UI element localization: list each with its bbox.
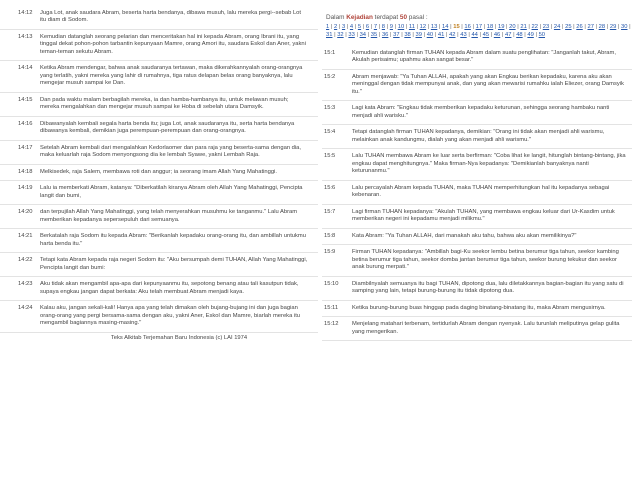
chapter-separator: | [343, 32, 349, 39]
verse-row [0, 169, 318, 182]
verse-number: 14:23 [18, 281, 33, 288]
verse-row [0, 65, 318, 92]
chapter-separator: | [353, 24, 358, 30]
verse-number: 14:16 [18, 120, 33, 127]
verse-row [322, 305, 632, 318]
verse-text: Lalu TUHAN membawa Abram ke luar serta berfirman: "Coba lihat ke langit, hitunglah bintang-bintang, jika engkau dapat menghitungnya." Maka firman-Nya kepadanya: "Demikianlah banyaknya nanti keturunanmu." [352, 153, 626, 175]
chapter-link-23[interactable]: 23 [542, 24, 550, 30]
chapter-separator: | [560, 24, 566, 30]
chapter-separator: | [426, 24, 431, 30]
chapter-link-27[interactable]: 27 [587, 24, 594, 30]
chapter-link-3[interactable]: 3 [341, 24, 346, 30]
verse-row [322, 233, 632, 246]
header-middle: terdapat [372, 14, 400, 21]
verse-text: Kalau aku, jangan sekali-kali! Hanya apa yang telah dimakan oleh bujang-bujang ini dan juga bagian orang-orang yang pergi bersama-sama dengan aku, yakni Aner, Eskol dan Mamre, biarlah mereka itu mengambil bagiannya masing-masing." [40, 305, 301, 327]
chapter-separator: | [526, 24, 532, 30]
chapter-link-7[interactable]: 7 [373, 24, 378, 30]
verse-row [0, 233, 318, 253]
chapter-link-current: 15 [453, 24, 460, 30]
verse-number: 14:21 [18, 233, 33, 240]
verse-number: 14:18 [18, 168, 33, 175]
chapter-link-21[interactable]: 21 [520, 24, 527, 30]
verse-text: Berkatalah raja Sodom itu kepada Abram: "Berikanlah kepadaku orang-orang itu, dan ambillah untukmu harta benda itu." [40, 233, 306, 247]
chapter-link-49[interactable]: 49 [527, 32, 534, 39]
verse-row [322, 50, 632, 70]
header-prefix: Dalam [326, 14, 347, 21]
chapter-separator: | [470, 24, 476, 30]
verse-row [0, 209, 318, 229]
chapter-link-16[interactable]: 16 [464, 24, 471, 30]
verse-number: 15:6 [324, 184, 336, 191]
chapter-separator: | [504, 24, 510, 30]
chapter-separator: | [455, 32, 461, 39]
chapter-separator: | [388, 32, 394, 39]
verse-row [0, 121, 318, 141]
chapter-count: 50 [399, 14, 408, 21]
verse-number: 14:17 [18, 144, 33, 151]
verse-text: Ketika Abram mendengar, bahwa anak saudaranya tertawan, maka dikerahkannyalah orang-orangnya yang terlatih, yakni mereka yang lahir di rumahnya, tiga ratus delapan belas orang banyaknya, lalu mengejar musuh sampai ke Dan. [40, 65, 303, 87]
chapter-link-11[interactable]: 11 [408, 24, 415, 30]
verse-number: 15:2 [324, 73, 336, 80]
chapter-separator: | [421, 32, 427, 39]
verse-number: 14:13 [18, 34, 33, 40]
chapter-separator: | [399, 32, 405, 39]
verse-row [0, 34, 318, 61]
verse-row [322, 74, 632, 101]
chapter-link-9[interactable]: 9 [389, 24, 393, 30]
chapter-separator: | [459, 24, 465, 30]
chapter-link-10[interactable]: 10 [397, 24, 405, 30]
chapter-separator: | [493, 24, 498, 30]
verse-number: 15:9 [324, 249, 336, 256]
chapter-link-20[interactable]: 20 [509, 24, 516, 30]
chapter-separator: | [392, 24, 398, 30]
verse-text: Menjelang matahari terbenam, tertidurlah Abram dengan nyenyak. Lalu turunlah meliputinya gelap gulita yang mengerikan. [352, 321, 620, 335]
verse-text: Kemudian datanglah firman TUHAN kepada Abram dalam suatu penglihatan: "Janganlah takut, Abram, Akulah perisaimu; upahmu akan sangat besar." [352, 49, 616, 64]
verse-row [322, 281, 632, 301]
copyright-footer: Teks Alkitab Terjemahan Baru Indonesia (c) LAI 1974 [110, 334, 248, 341]
chapter-link-38[interactable]: 38 [404, 32, 411, 39]
verse-row [322, 105, 632, 125]
verse-list-chapter-15 [322, 50, 632, 341]
chapter-separator: | [627, 24, 631, 30]
chapter-separator: | [616, 24, 622, 30]
chapter-separator: | [377, 24, 382, 30]
verse-number: 15:12 [324, 321, 339, 328]
chapter-separator: | [500, 32, 505, 39]
verse-text: Lagi firman TUHAN kepadanya: "Akulah TUHAN, yang membawa engkau keluar dari Ur-Kasdim untuk memberikan negeri ini kepadamu menjadi milikmu." [352, 208, 615, 223]
verse-row [322, 185, 632, 205]
verse-number: 15:10 [324, 280, 339, 287]
chapter-separator: | [511, 32, 517, 39]
chapter-link-47[interactable]: 47 [505, 32, 512, 39]
chapter-separator: | [385, 24, 390, 30]
chapter-link-36[interactable]: 36 [381, 32, 389, 39]
verse-text: Setelah Abram kembali dari mengalahkan Kedorlaomer dan para raja yang beserta-sama dengan dia, maka keluarlah raja Sodom menyongsong dia ke lembah Syawe, yakni Lembah Raja. [40, 144, 302, 159]
verse-text: Lalu percayalah Abram kepada TUHAN, maka TUHAN memperhitungkan hal itu kepadanya sebagai kebenaran. [352, 184, 610, 199]
verse-row [322, 153, 632, 180]
chapter-link-32[interactable]: 32 [337, 32, 344, 39]
book-name: Kejadian [346, 14, 373, 21]
chapter-link-43[interactable]: 43 [460, 32, 467, 39]
chapter-link-19[interactable]: 19 [497, 24, 505, 30]
chapter-link-44[interactable]: 44 [471, 32, 478, 39]
chapter-separator: | [377, 32, 382, 39]
chapter-link-50[interactable]: 50 [538, 32, 546, 39]
verse-row [0, 97, 318, 117]
chapter-link-8[interactable]: 8 [381, 24, 386, 30]
chapter-link-18[interactable]: 18 [486, 24, 494, 30]
verse-number: 14:12 [18, 10, 33, 16]
chapter-separator: | [522, 32, 528, 39]
verse-text: dan terpujilah Allah Yang Mahatinggi, yang telah menyerahkan musuhmu ke tanganmu." Lalu Abram memberikan kepadanya sepersepuluh dari semuanya. [40, 209, 298, 223]
verse-text: Tetapi datanglah firman TUHAN kepadanya, demikian: "Orang ini tidak akan menjadi ahli warismu, melainkan anak kandungmu, dialah yang akan menjadi ahli warismu." [352, 129, 605, 143]
chapter-link-35[interactable]: 35 [370, 32, 378, 39]
chapter-separator: | [337, 24, 342, 30]
chapter-separator: | [433, 32, 438, 39]
chapter-link-33[interactable]: 33 [348, 32, 355, 39]
header-suffix: pasal : [407, 14, 428, 21]
verse-number: 15:4 [324, 129, 336, 136]
chapter-link-28[interactable]: 28 [598, 24, 606, 30]
verse-number: 14:15 [18, 96, 33, 103]
chapter-separator: | [369, 24, 374, 30]
chapter-separator: | [477, 32, 483, 39]
verse-text: Aku tidak akan mengambil apa-apa dari kepunyaanmu itu, sepotong benang atau tali kasutpun tidak, supaya engkau jangan dapat berkata: Aku telah membuat Abram menjadi kaya. [40, 281, 299, 295]
chapter-separator: | [538, 24, 543, 30]
verse-row [0, 185, 318, 205]
verse-row [0, 10, 318, 30]
verse-text: Firman TUHAN kepadanya: "Ambillah bagi-Ku seekor lembu betina berumur tiga tahun, seekor kambing betina berumur tiga tahun, seekor domba jantan berumur tiga tahun, seekor burung tekukur dan seekor anak burung merpati." [352, 249, 619, 271]
chapter-link-45[interactable]: 45 [482, 32, 490, 39]
verse-text: Tetapi kata Abram kepada raja negeri Sodom itu: "Aku bersumpah demi TUHAN, Allah Yang Mahatinggi, Pencipta langit dan bumi: [40, 257, 308, 271]
chapter-separator: | [366, 32, 371, 39]
chapter-separator: | [410, 32, 416, 39]
verse-text: Kata Abram: "Ya Tuhan ALLAH, dari manakah aku tahu, bahwa aku akan memilikinya?" [352, 232, 577, 239]
chapter-link-2[interactable]: 2 [333, 24, 338, 30]
chapter-separator: | [482, 24, 487, 30]
chapter-separator: | [582, 24, 588, 30]
verse-row [322, 129, 632, 149]
verse-number: 14:24 [18, 305, 33, 312]
chapter-separator: | [437, 24, 443, 30]
chapter-link-41[interactable]: 41 [437, 32, 445, 39]
verse-list-chapter-14 [0, 10, 318, 333]
verse-number: 15:7 [324, 208, 336, 215]
chapter-link-46[interactable]: 46 [493, 32, 501, 39]
chapter-separator: | [332, 32, 338, 39]
verse-text: Abram menjawab: "Ya Tuhan ALLAH, apakah yang akan Engkau berikan kepadaku, karena aku akan meninggal dengan tidak mempunyai anak, dan yang akan mewarisi rumahku ialah Eliezer, orang Damsyik itu." [352, 73, 624, 95]
chapter-separator: | [361, 24, 366, 30]
chapter-separator: | [404, 24, 409, 30]
chapter-link-14[interactable]: 14 [442, 24, 449, 30]
chapter-separator: | [571, 24, 577, 30]
chapter-link-22[interactable]: 22 [531, 24, 538, 30]
verse-number: 14:14 [18, 65, 33, 72]
verse-row [322, 321, 632, 341]
chapter-link-37[interactable]: 37 [393, 32, 400, 39]
chapter-link-5[interactable]: 5 [357, 24, 362, 30]
verse-number: 15:3 [324, 105, 336, 112]
verse-text: Dibawanyalah kembali segala harta benda itu; juga Lot, anak saudaranya itu, serta harta bendanya dibawanya kembali, demikian juga perempuan-perempuan dan orang-orangnya. [40, 120, 295, 135]
right-column [322, 14, 632, 345]
verse-text: Melkisedek, raja Salem, membawa roti dan anggur; ia seorang imam Allah Yang Mahatinggi. [40, 168, 277, 175]
chapter-link-4[interactable]: 4 [349, 24, 354, 30]
verse-number: 14:19 [18, 185, 33, 192]
chapter-link-17[interactable]: 17 [475, 24, 483, 30]
chapter-separator: | [515, 24, 521, 30]
chapter-link-25[interactable]: 25 [565, 24, 572, 30]
chapter-separator: | [329, 24, 334, 30]
verse-number: 15:1 [324, 49, 336, 56]
chapter-link-48[interactable]: 48 [516, 32, 523, 39]
left-column [0, 10, 318, 341]
chapter-link-39[interactable]: 39 [415, 32, 422, 39]
chapter-link-40[interactable]: 40 [426, 32, 434, 39]
verse-row [0, 257, 318, 277]
chapter-header [322, 14, 632, 21]
chapter-separator: | [549, 24, 554, 30]
chapter-link-24[interactable]: 24 [553, 24, 561, 30]
chapter-separator: | [489, 32, 494, 39]
verse-text: Lagi kata Abram: "Engkau tidak memberikan kepadaku keturunan, sehingga seorang hambaku nanti menjadi ahli warisku." [352, 105, 610, 119]
chapter-separator: | [444, 32, 450, 39]
verse-text: Lalu ia memberkati Abram, katanya: "Diberkatilah kiranya Abram oleh Allah Yang Mahatinggi, Pencipta langit dan bumi, [40, 185, 303, 199]
verse-text: Kemudian datanglah seorang pelarian dan menceritakan hal ini kepada Abram, orang Ibrani itu, yang tinggal dekat pohon-pohon tarbantin kepunyaan Mamre, orang Amori itu, saudara Eskol dan Aner, yakni teman-teman sekutu Abram. [40, 34, 306, 55]
chapter-link-29[interactable]: 29 [609, 24, 617, 30]
chapter-separator: | [345, 24, 350, 30]
verse-number: 15:8 [324, 232, 336, 239]
verse-text: Dan pada waktu malam berbagilah mereka, ia dan hamba-hambanya itu, untuk melawan musuh; mereka mengalahkan dan mengejar musuh sampai ke Hoba di sebelah utara Damsyik. [40, 96, 289, 111]
verse-number: 15:5 [324, 153, 336, 160]
chapter-link-31[interactable]: 31 [326, 32, 333, 39]
verse-text: Diambilnyalah semuanya itu bagi TUHAN, dipotong dua, lalu diletakkannya bagian-bagian itu yang satu di samping yang lain, tetapi burung-burung itu tidak dipotong dua. [352, 280, 624, 295]
verse-row [0, 305, 318, 332]
verse-text: Ketika burung-burung buas hinggap pada daging binatang-binatang itu, maka Abram mengusirnya. [352, 304, 606, 311]
verse-number: 15:11 [324, 304, 339, 311]
chapter-link-13[interactable]: 13 [430, 24, 438, 30]
verse-row [0, 281, 318, 301]
chapter-separator: | [448, 24, 454, 30]
verse-number: 14:20 [18, 209, 33, 216]
chapter-link-6[interactable]: 6 [365, 24, 370, 30]
chapter-separator: | [593, 24, 599, 30]
chapter-separator: | [354, 32, 360, 39]
chapter-separator: | [533, 32, 539, 39]
verse-row [0, 145, 318, 165]
verse-row [322, 209, 632, 229]
chapter-link-42[interactable]: 42 [449, 32, 456, 39]
chapter-link-26[interactable]: 26 [576, 24, 583, 30]
chapter-link-1[interactable]: 1 [326, 24, 330, 30]
chapter-separator: | [605, 24, 610, 30]
chapter-link-34[interactable]: 34 [359, 32, 367, 39]
chapter-separator: | [466, 32, 472, 39]
verse-text: Juga Lot, anak saudara Abram, beserta harta bendanya, dibawa musuh, lalu mereka pergi--sebab Lot itu diam di Sodom. [40, 10, 302, 24]
chapter-link-12[interactable]: 12 [419, 24, 427, 30]
chapter-link-30[interactable]: 30 [621, 24, 628, 30]
chapter-navigation [322, 23, 632, 40]
verse-row [322, 249, 632, 276]
verse-number: 14:22 [18, 257, 33, 264]
chapter-separator: | [414, 24, 420, 30]
